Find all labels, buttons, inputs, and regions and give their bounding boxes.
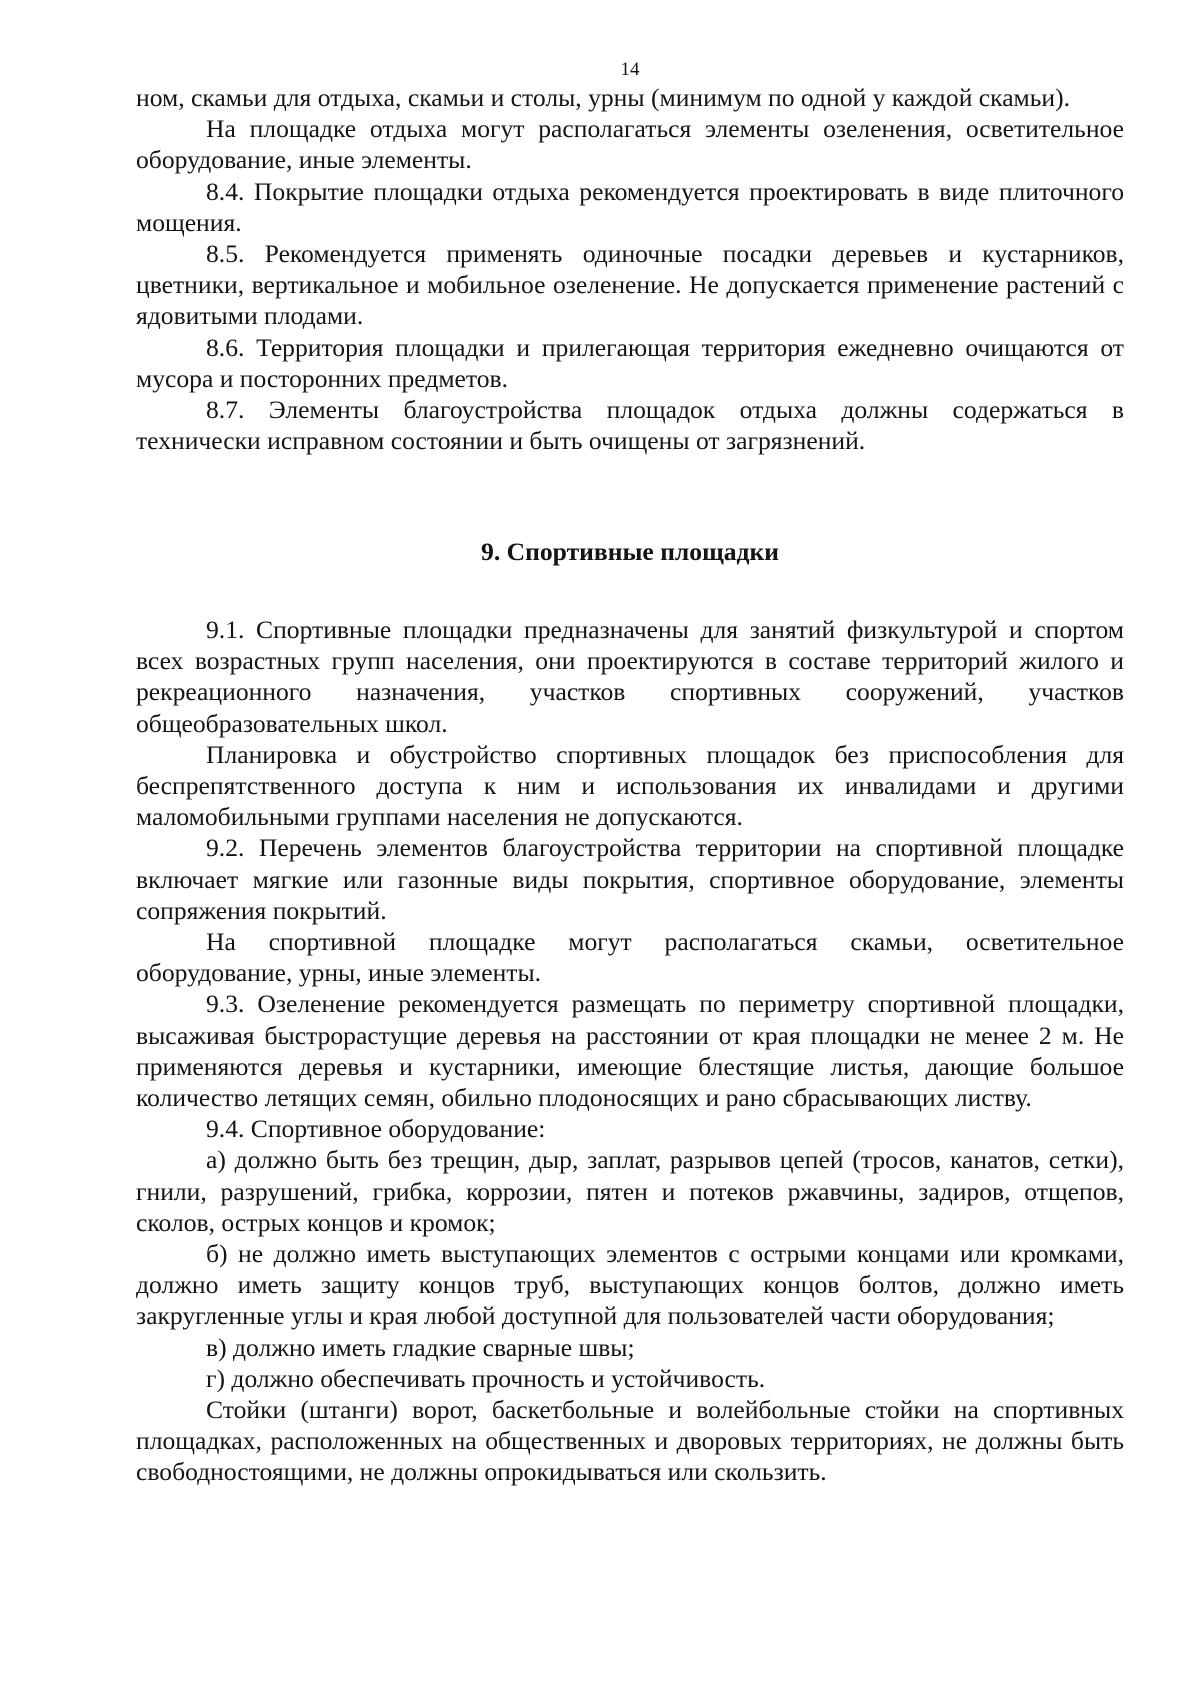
paragraph: Планировка и обустройство спортивных площадок без приспособления для беспрепятственного доступа к ним и использования их инвалидами и другими маломобильными группами населения не допускаются. xyxy=(136,739,1124,832)
list-item-g: г) должно обеспечивать прочность и устойчивость. xyxy=(206,1363,766,1393)
paragraph-9-2: 9.2. Перечень элементов благоустройства территории на спортивной площадке включает мягкие или газонные виды покрытия, спортивное оборудование, элементы сопряжения покрытий. xyxy=(136,833,1124,925)
section-8-continuation xyxy=(136,82,1124,456)
section-9-heading: 9. Спортивные площадки xyxy=(481,537,779,566)
paragraph-9-4: 9.4. Спортивное оборудование: xyxy=(206,1114,546,1144)
list-item-a: а) должно быть без трещин, дыр, заплат, разрывов цепей (тросов, канатов, сетки), гнили, разрушений, грибка, коррозии, пятен и потеков ржавчины, задиров, отщепов, сколов, острых концов и кромок; xyxy=(136,1145,1124,1237)
paragraph-8-4: 8.4. Покрытие площадки отдыха рекомендуется проектировать в виде плиточного мощения. xyxy=(136,176,1124,237)
paragraph: Стойки (штанги) ворот, баскетбольные и волейбольные стойки на спортивных площадках, расположенных на общественных и дворовых территориях, не должны быть свободностоящими, не должны опрокидываться или скользить. xyxy=(136,1395,1124,1487)
paragraph: На площадке отдыха могут располагаться элементы озеленения, осветительное оборудование, иные элементы. xyxy=(136,114,1124,175)
paragraph-8-7: 8.7. Элементы благоустройства площадок отдыха должны содержаться в технически исправном состоянии и быть очищены от загрязнений. xyxy=(136,395,1124,456)
paragraph: На спортивной площадке могут располагаться скамьи, осветительное оборудование, урны, иные элементы. xyxy=(136,927,1124,988)
paragraph-9-1: 9.1. Спортивные площадки предназначены для занятий физкультурой и спортом всех возрастных групп населения, они проектируются в составе территорий жилого и рекреационного назначения, участков спортивных сооружений, участков общеобразовательных школ. xyxy=(136,615,1124,738)
section-9-body xyxy=(136,614,1124,1488)
paragraph: ном, скамьи для отдыха, скамьи и столы, урны (минимум по одной у каждой скамьи). xyxy=(136,83,1071,112)
page-number: 14 xyxy=(620,59,640,80)
paragraph-9-3: 9.3. Озеленение рекомендуется размещать по периметру спортивной площадки, высаживая быстрорастущие деревья на расстоянии от края площадки не менее 2 м. Не применяются деревья и кустарники, имеющие блестящие листья, дающие большое количество летящих семян, обильно плодоносящих и рано сбрасывающих листву. xyxy=(136,989,1124,1113)
list-item-v: в) должно иметь гладкие сварные швы; xyxy=(206,1332,635,1362)
paragraph-8-6: 8.6. Территория площадки и прилегающая территория ежедневно очищаются от мусора и посторонних предметов. xyxy=(136,332,1124,393)
paragraph-8-5: 8.5. Рекомендуется применять одиночные посадки деревьев и кустарников, цветники, вертикальное и мобильное озеленение. Не допускается применение растений с ядовитыми плодами. xyxy=(136,239,1124,331)
list-item-b: б) не должно иметь выступающих элементов с острыми концами или кромками, должно иметь защиту концов труб, выступающих концов болтов, должно иметь закругленные углы и края любой доступной для пользователей части оборудования; xyxy=(136,1239,1124,1331)
